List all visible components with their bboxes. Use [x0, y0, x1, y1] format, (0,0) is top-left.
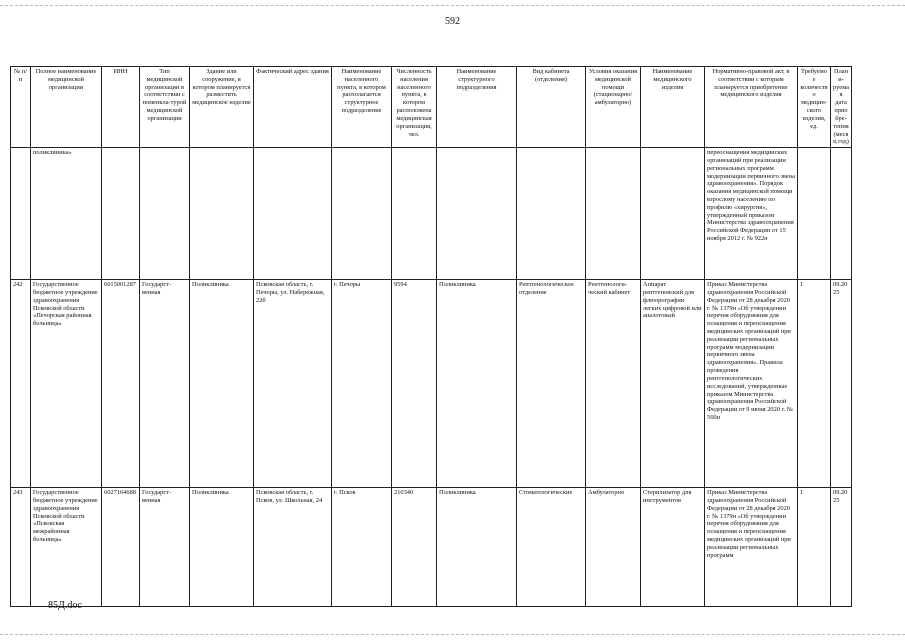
cell-num [11, 148, 31, 280]
header-subdivision: Наименование структурного подразделения [437, 67, 517, 148]
cell-population: 9594 [392, 280, 437, 488]
cell-address [254, 148, 332, 280]
header-inn: ИНН [102, 67, 140, 148]
table-row [11, 148, 852, 280]
header-org-type: Тип медицинской организации в соответствии с номенкла-турой медицинской организации [140, 67, 190, 148]
cell-date: 09.2025 [831, 280, 852, 488]
cell-cabinet-type: Рентгенологическое отделение [517, 280, 586, 488]
cell-num: 242 [11, 280, 31, 488]
cell-org-name: поликлиника» [31, 148, 102, 280]
cell-num: 243 [11, 488, 31, 607]
cell-address: Псковская область, г. Псков, ул. Школьная, 24 [254, 488, 332, 607]
cell-org-name: Государственное бюджетное учреждение здравоохранения Псковской области «Печорская районная больница» [31, 280, 102, 488]
cell-quantity: 1 [798, 280, 831, 488]
cell-care-conditions: Амбулаторно [586, 488, 641, 607]
cell-settlement: г. Печоры [332, 280, 392, 488]
header-care-conditions: Условия оказания медицинской помощи (стационарно/ амбулаторно) [586, 67, 641, 148]
cell-population [392, 148, 437, 280]
header-date: Плани-руемая дата приобре-тения (месяц год) [831, 67, 852, 148]
cell-building [190, 148, 254, 280]
cell-org-name: Государственное бюджетное учреждение здравоохранения Псковской области «Псковская межрайонная больница» [31, 488, 102, 607]
cell-building: Поликлиника [190, 280, 254, 488]
cell-device-name [641, 148, 705, 280]
header-population: Численность населения населенного пункта, в котором расположена медицинская организация, чел. [392, 67, 437, 148]
header-building: Здание или сооружение, в котором планируется разместить медицинское изделие [190, 67, 254, 148]
table-row [11, 488, 852, 607]
cell-quantity: 1 [798, 488, 831, 607]
table-row [11, 280, 852, 488]
cell-settlement: г. Псков [332, 488, 392, 607]
cell-care-conditions: Рентгенологи-ческий кабинет [586, 280, 641, 488]
cell-inn: 6027164688 [102, 488, 140, 607]
scan-edge-bottom [0, 634, 905, 636]
header-legal-act: Нормативно-правовой акт, в соответствии с которым планируется приобретение медицинского изделия [705, 67, 798, 148]
cell-subdivision [437, 148, 517, 280]
equipment-table [10, 66, 852, 607]
cell-legal-act: Приказ Министерства здравоохранения Российской Федерации от 28 декабря 2020 г. № 1379н «Об утверждении перечня оборудования для оснащения и переоснащения медицинских организаций при реализации региональных программ модернизации первичного звена здравоохранения». Правила проведения рентгенологических исследований, утвержденные приказом Министерства здравоохранения Российской Федерации от 9 июня 2020 г. № 560н [705, 280, 798, 488]
cell-subdivision: Поликлиника [437, 280, 517, 488]
page-number: 592 [445, 16, 460, 27]
cell-population: 210340 [392, 488, 437, 607]
header-device-name: Наименование медицинского изделия [641, 67, 705, 148]
table-header-row [11, 67, 852, 148]
cell-quantity [798, 148, 831, 280]
header-num: № п/п [11, 67, 31, 148]
cell-device-name: Стерилизатор для инструментов [641, 488, 705, 607]
cell-inn: 6015001287 [102, 280, 140, 488]
cell-building: Поликлиника [190, 488, 254, 607]
scan-edge-top [0, 5, 905, 7]
cell-cabinet-type: Стоматологические [517, 488, 586, 607]
cell-legal-act: переоснащения медицинских организаций при реализации региональных программ модернизации первичного звена здравоохранения». Порядок оказания медицинской помощи взрослому населению по профилю «хирургия», утвержденный приказом Министерства здравоохранения Российской Федерации от 15 ноября 2012 г. № 922н [705, 148, 798, 280]
cell-address: Псковская область, г. Печоры, ул. Набережная, 22б [254, 280, 332, 488]
cell-org-type [140, 148, 190, 280]
cell-care-conditions [586, 148, 641, 280]
cell-date [831, 148, 852, 280]
cell-cabinet-type [517, 148, 586, 280]
cell-legal-act: Приказ Министерства здравоохранения Российской Федерации от 28 декабря 2020 г. № 1379н «Об утверждении перечня оборудования для оснащения и переоснащения медицинских организаций при реализации региональных программ [705, 488, 798, 607]
cell-device-name: Аппарат рентгеновский для флюорографии легких цифровой или аналоговый [641, 280, 705, 488]
header-org-name: Полное наименование медицинской организации [31, 67, 102, 148]
cell-subdivision: Поликлиника [437, 488, 517, 607]
header-address: Фактический адрес здания [254, 67, 332, 148]
header-quantity: Требуемое количество медицин-ского изделия, ед. [798, 67, 831, 148]
header-settlement: Наименование населенного пункта, в котором располагается структурное подразделение [332, 67, 392, 148]
cell-org-type: Государст-венная [140, 488, 190, 607]
cell-org-type: Государст-венная [140, 280, 190, 488]
footer-filename: 85Д.doc [48, 600, 82, 611]
cell-date: 09.2025 [831, 488, 852, 607]
cell-settlement [332, 148, 392, 280]
cell-inn [102, 148, 140, 280]
header-cabinet-type: Вид кабинета (отделения) [517, 67, 586, 148]
